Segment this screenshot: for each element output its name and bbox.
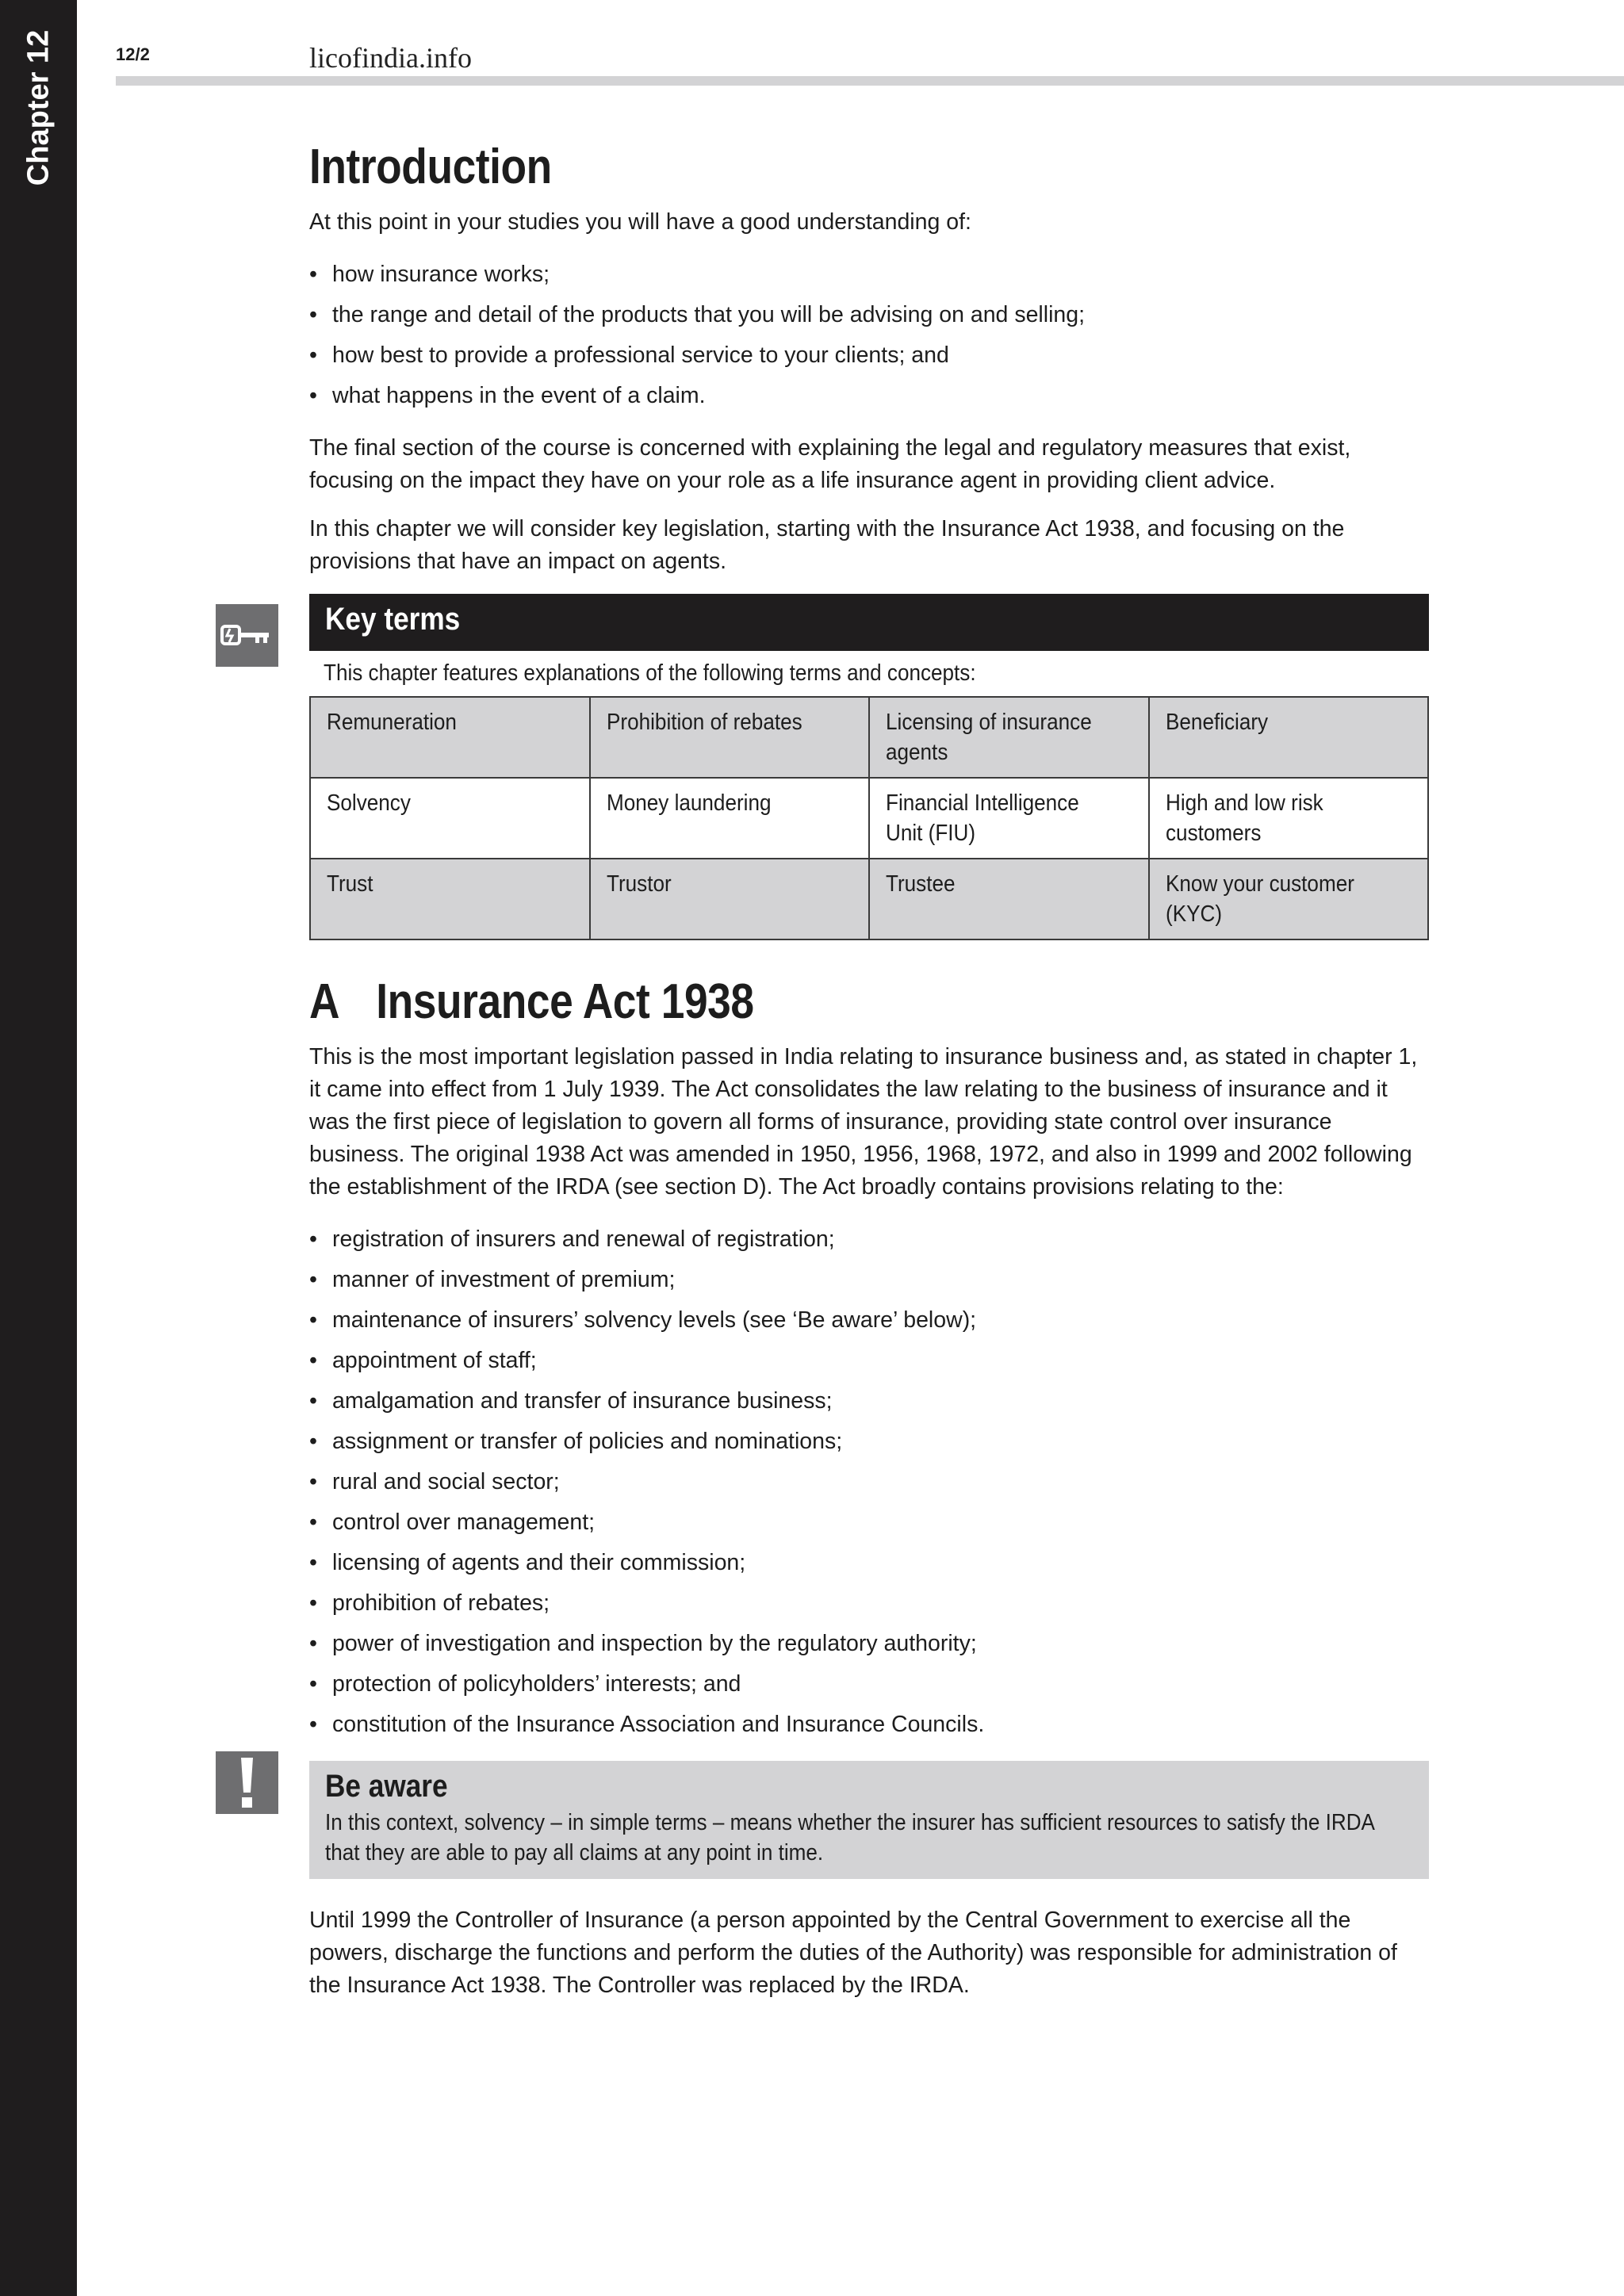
list-item: • amalgamation and transfer of insurance business; [309, 1381, 1429, 1422]
key-icon [216, 604, 278, 667]
key-terms-table [309, 696, 1429, 940]
list-item: • power of investigation and inspection by the regulatory authority; [309, 1624, 1429, 1664]
key-terms-box [309, 594, 1429, 940]
exclamation-icon [216, 1751, 278, 1814]
section-a-heading [309, 974, 1272, 1030]
table-cell: Licensing of insurance agents [869, 697, 1149, 778]
list-item: • manner of investment of premium; [309, 1260, 1429, 1300]
table-cell: Financial Intelligence Unit (FIU) [869, 778, 1149, 859]
site-name: licofindia.info [309, 42, 472, 74]
list-item: • licensing of agents and their commission; [309, 1543, 1429, 1583]
page-number: 12/2 [116, 44, 150, 64]
key-terms-intro: This chapter features explanations of the following terms and concepts: [324, 660, 976, 686]
list-item: • control over management; [309, 1502, 1429, 1543]
list-item: • how best to provide a professional service to your clients; and [309, 335, 1429, 376]
list-item: • constitution of the Insurance Association and Insurance Councils. [309, 1705, 1429, 1745]
table-row [310, 778, 1428, 859]
list-item: • appointment of staff; [309, 1341, 1429, 1381]
section-a-bullet-list [309, 1219, 1429, 1745]
intro-paragraph: In this chapter we will consider key legislation, starting with the Insurance Act 1938, and focusing on the provisions that have an impact on agents. [309, 516, 1345, 574]
table-cell: Solvency [310, 778, 590, 859]
section-a-paragraph: This is the most important legislation passed in India relating to insurance business and, as stated in chapter 1, it came into effect from 1 July 1939. The Act consolidates the law relating to the business of insurance and it was the first piece of legislation to govern all forms of insurance, providing state control over insurance business. The original 1938 Act was amended in 1950, 1956, 1968, 1972, and also in 1999 and 2002 following the establishment of the IRDA (see section D). The Act broadly contains provisions relating to the: [309, 1044, 1418, 1200]
page-content [309, 139, 1429, 2018]
list-item: • the range and detail of the products that you will be advising on and selling; [309, 295, 1429, 335]
intro-heading: Introduction [309, 140, 552, 194]
intro-lead: At this point in your studies you will have a good understanding of: [309, 209, 971, 235]
section-letter: A [309, 974, 340, 1029]
table-cell: Beneficiary [1149, 697, 1429, 778]
table-cell: Remuneration [310, 697, 590, 778]
closing-paragraph: Until 1999 the Controller of Insurance (a person appointed by the Central Government to exercise all the powers, discharge the functions and perform the duties of the Authority) was responsible for administration of the Insurance Act 1938. The Controller was replaced by the IRDA. [309, 1908, 1397, 1998]
table-cell: Money laundering [590, 778, 870, 859]
header-rule [116, 76, 1624, 86]
list-item: • rural and social sector; [309, 1462, 1429, 1502]
list-item: • protection of policyholders’ interests; and [309, 1664, 1429, 1705]
list-item: • prohibition of rebates; [309, 1583, 1429, 1624]
key-terms-heading: Key terms [309, 594, 1429, 651]
table-row [310, 697, 1428, 778]
table-cell: Trust [310, 859, 590, 939]
chapter-label: Chapter 12 [21, 29, 55, 186]
intro-paragraph: The final section of the course is concerned with explaining the legal and regulatory measures that exist, focusing on the impact they have on your role as a life insurance agent in providing client advice. [309, 435, 1351, 493]
intro-bullet-list [309, 254, 1429, 416]
list-item: • registration of insurers and renewal of registration; [309, 1219, 1429, 1260]
be-aware-text: In this context, solvency – in simple terms – means whether the insurer has sufficient resources to satisfy the IRDA that they are able to pay all claims at any point in time. [325, 1810, 1374, 1866]
list-item: • what happens in the event of a claim. [309, 376, 1429, 416]
list-item: • how insurance works; [309, 254, 1429, 295]
table-cell: Know your customer (KYC) [1149, 859, 1429, 939]
be-aware-box [309, 1761, 1429, 1879]
list-item: • maintenance of insurers’ solvency levels (see ‘Be aware’ below); [309, 1300, 1429, 1341]
table-row [310, 859, 1428, 939]
be-aware-heading: Be aware [325, 1769, 448, 1804]
table-cell: Prohibition of rebates [590, 697, 870, 778]
list-item: • assignment or transfer of policies and nominations; [309, 1422, 1429, 1462]
table-cell: High and low risk customers [1149, 778, 1429, 859]
table-cell: Trustee [869, 859, 1149, 939]
section-title: Insurance Act 1938 [376, 974, 754, 1029]
chapter-sidebar [0, 0, 77, 2296]
table-cell: Trustor [590, 859, 870, 939]
